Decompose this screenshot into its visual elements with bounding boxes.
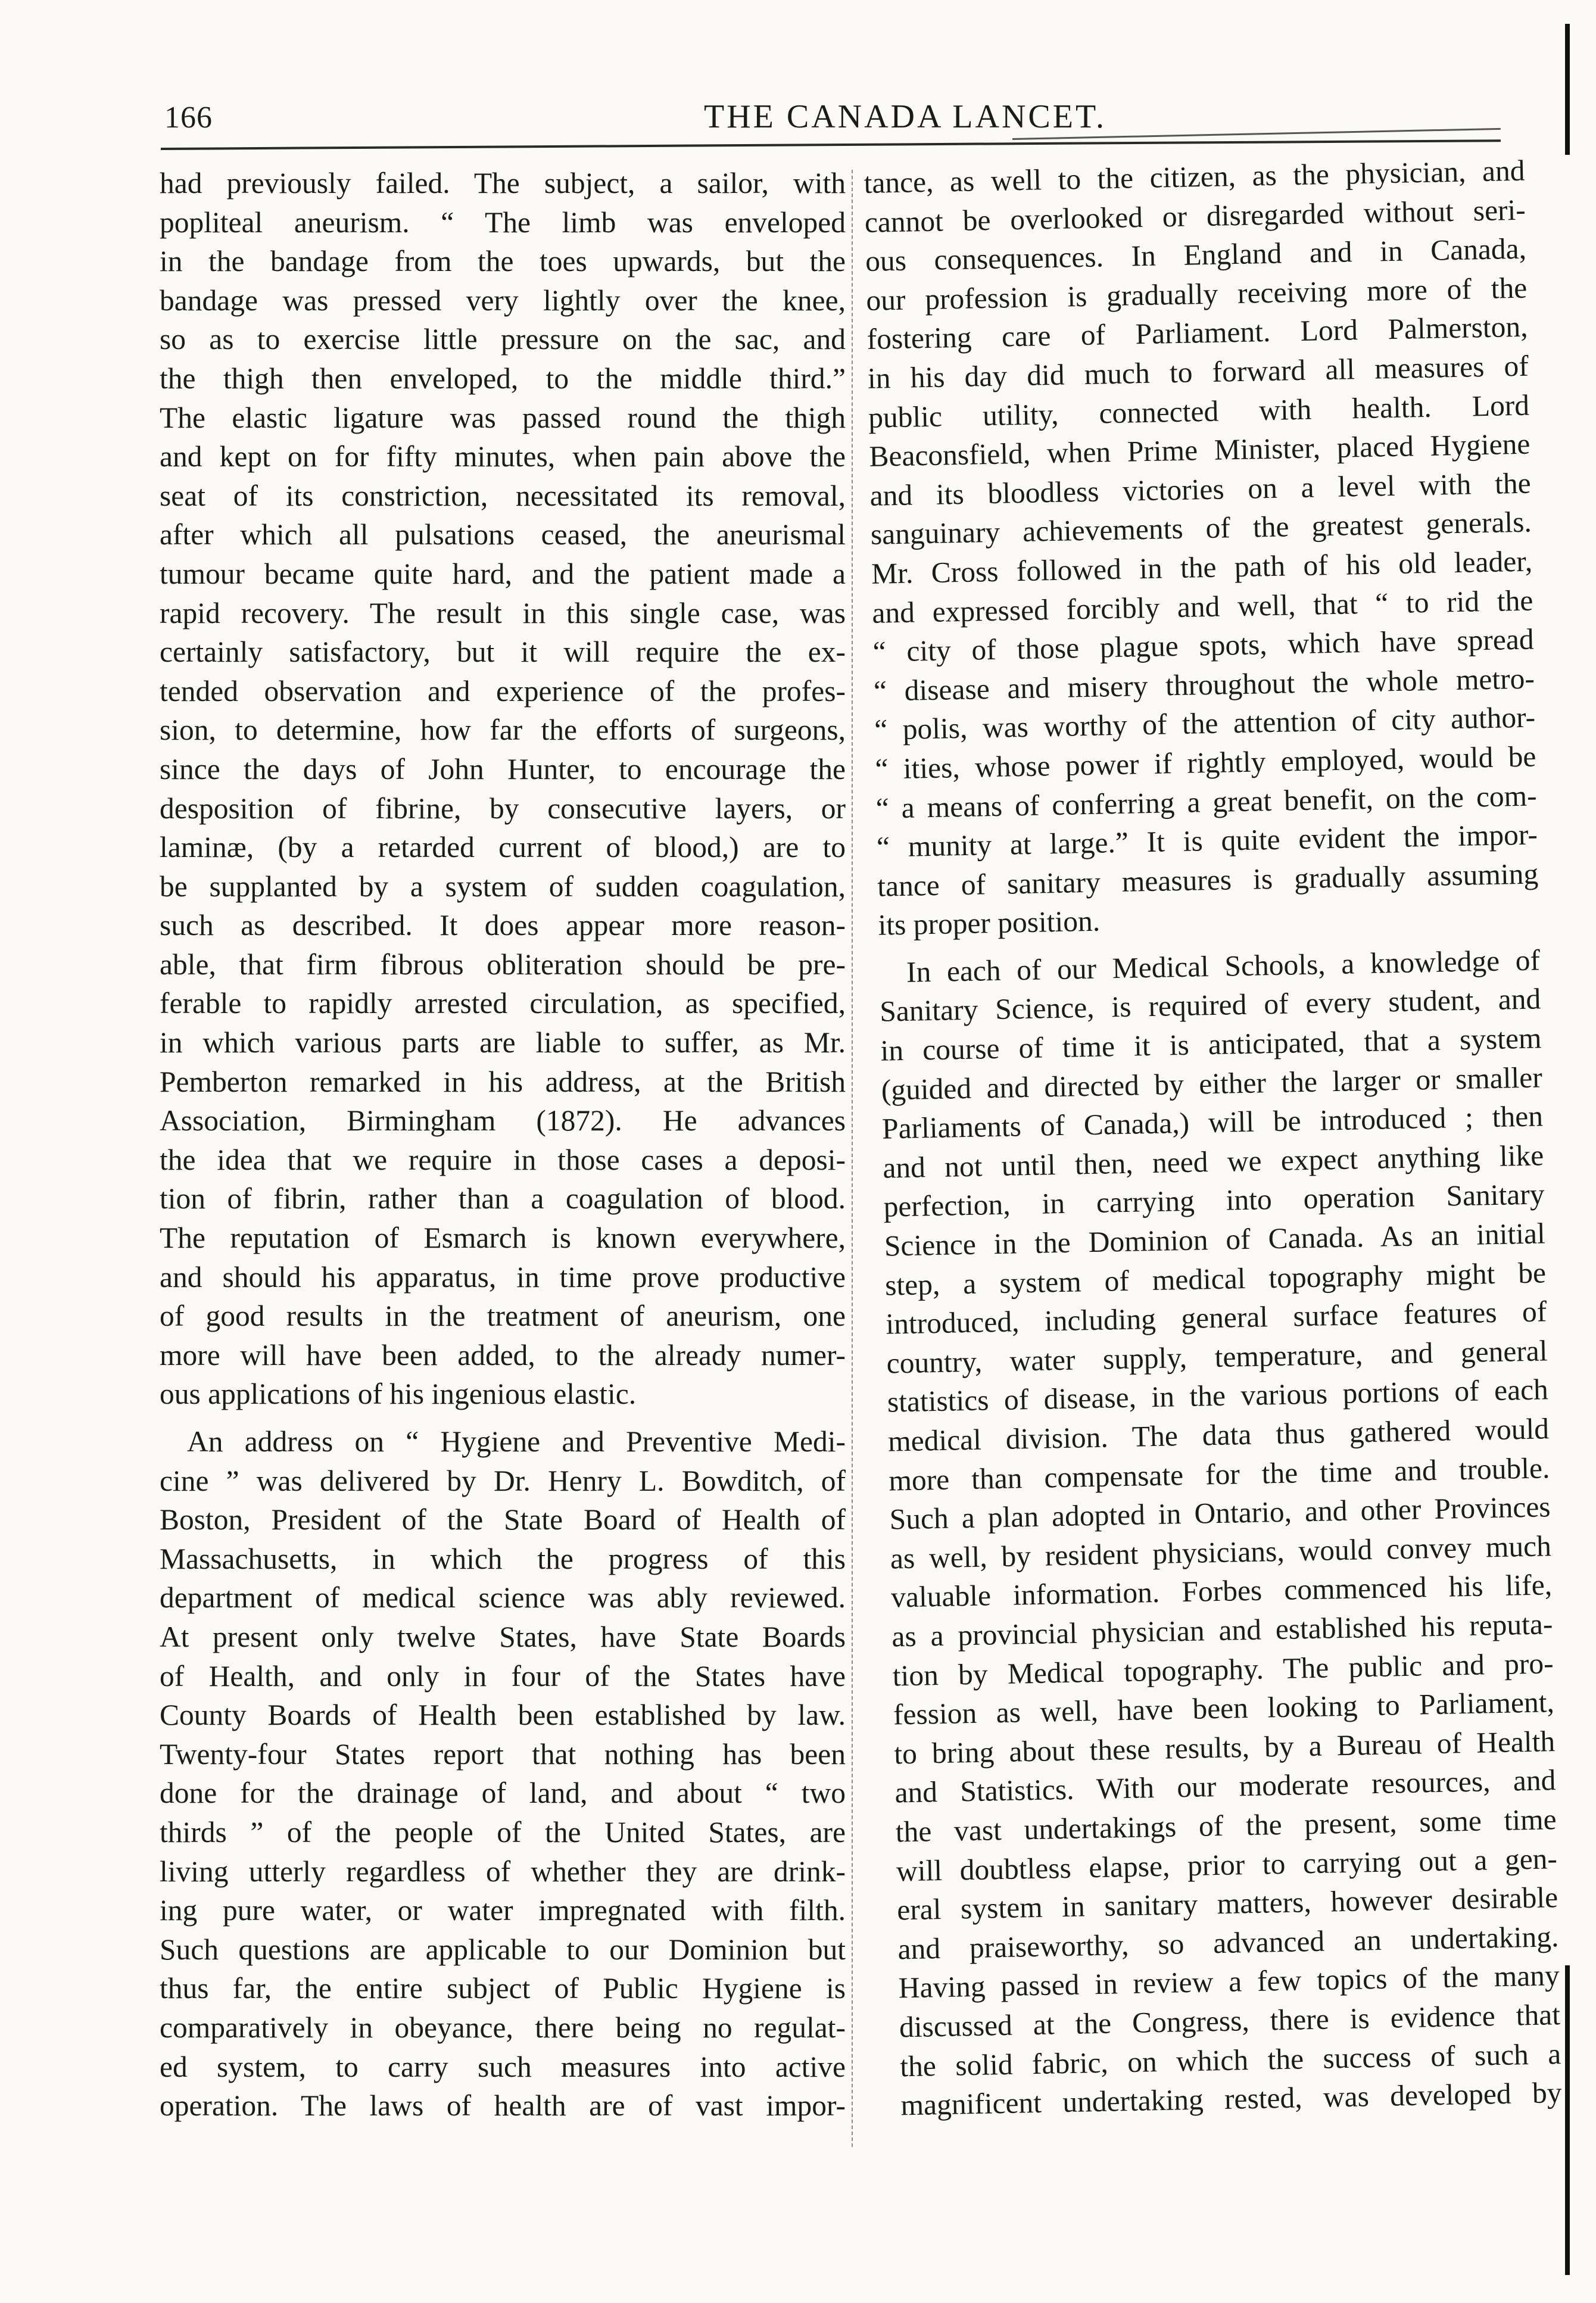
text-line: and praiseworthy, so advanced an undertaking. xyxy=(897,1919,1559,1966)
text-line: ferable to rapidly arrested circulation, as specified, xyxy=(160,987,846,1020)
text-line: magnificent undertaking rested, was developed by xyxy=(900,2076,1562,2122)
text-line: the thigh then enveloped, to the middle third.” xyxy=(160,362,846,395)
text-line: had previously failed. The subject, a sailor, with xyxy=(160,167,846,200)
text-line: certainly satisfactory, but it will require the ex- xyxy=(160,635,846,669)
text-line: the idea that we require in those cases a deposi- xyxy=(160,1143,846,1176)
text-line: ous applications of his ingenious elastic. xyxy=(160,1378,637,1411)
text-line: department of medical science was ably reviewed. xyxy=(160,1581,846,1615)
text-line: At present only twelve States, have State Boards xyxy=(160,1620,846,1653)
text-line: “ ities, whose power if rightly employed, would be xyxy=(874,740,1536,786)
text-line: fession as well, have been looking to Parliament, xyxy=(893,1685,1555,1731)
text-line: operation. The laws of health are of vast impor- xyxy=(160,2089,846,2123)
text-line: rapid recovery. The result in this single case, was xyxy=(160,596,846,629)
text-line: Association, Birmingham (1872). He advances xyxy=(160,1104,846,1138)
paragraph-gap xyxy=(160,1414,846,1422)
text-line: bandage was pressed very lightly over the knee, xyxy=(160,283,846,317)
text-line: popliteal aneurism. “ The limb was enveloped xyxy=(160,205,846,239)
text-line: “ city of those plague spots, which have spread xyxy=(872,622,1535,668)
text-line: medical division. The data thus gathered would xyxy=(887,1412,1550,1458)
text-line: its proper position. xyxy=(878,904,1101,942)
text-line: sion, to determine, how far the efforts of surgeons, xyxy=(160,713,846,747)
text-line: and its bloodless victories on a level with the xyxy=(869,466,1532,512)
text-line: Having passed in review a few topics of the many xyxy=(898,1959,1560,2005)
text-line: discussed at the Congress, there is evidence that xyxy=(899,1998,1561,2044)
text-line: “ munity at large.” It is quite evident the impor- xyxy=(876,818,1538,864)
page-number: 166 xyxy=(164,101,213,135)
text-line: Mr. Cross followed in the path of his old leader, xyxy=(871,544,1533,590)
text-line: Pemberton remarked in his address, at the British xyxy=(160,1065,846,1098)
text-line: Science in the Dominion of Canada. As an initial xyxy=(884,1217,1546,1263)
text-line: Twenty-four States report that nothing has been xyxy=(160,1737,846,1771)
text-line: country, water supply, temperature, and general xyxy=(886,1334,1548,1380)
text-line: tion by Medical topography. The public and pro- xyxy=(892,1646,1554,1693)
text-line: tumour became quite hard, and the patient made a xyxy=(160,557,846,590)
text-line: “ disease and misery throughout the whole metro- xyxy=(873,662,1535,708)
text-line: since the days of John Hunter, to encourage the xyxy=(160,752,846,786)
text-line: fostering care of Parliament. Lord Palmerston, xyxy=(866,310,1528,356)
text-line: Massachusetts, in which the progress of this xyxy=(160,1542,846,1575)
text-line: perfection, in carrying into operation Sanitary xyxy=(883,1177,1545,1224)
text-line: of good results in the treatment of aneurism, one xyxy=(160,1299,846,1333)
right-column xyxy=(864,151,1562,2125)
page-header xyxy=(161,89,1507,143)
text-line: introduced, including general surface features of xyxy=(885,1295,1547,1341)
text-line: Such questions are applicable to our Dominion but xyxy=(160,1933,846,1966)
text-line: In each of our Medical Schools, a knowledge of xyxy=(906,943,1541,989)
text-line: tance of sanitary measures is gradually assuming xyxy=(877,857,1539,903)
text-line: tance, as well to the citizen, as the physician, and xyxy=(864,154,1525,200)
text-line: ous consequences. In England and in Canada, xyxy=(865,232,1527,278)
text-line: able, that firm fibrous obliteration should be pre- xyxy=(160,948,846,981)
text-line: in the bandage from the toes upwards, but the xyxy=(160,245,846,278)
text-line: and expressed forcibly and well, that “ to rid the xyxy=(871,584,1533,629)
text-line: “ polis, was worthy of the attention of city author- xyxy=(874,700,1536,747)
text-line: public utility, connected with health. Lord xyxy=(868,388,1530,434)
text-line: sanguinary achievements of the greatest generals. xyxy=(870,505,1532,551)
text-line: (guided and directed by either the larger or smaller xyxy=(881,1061,1543,1107)
text-line: Beaconsfield, when Prime Minister, placed Hygiene xyxy=(868,427,1530,473)
text-line: County Boards of Health been established by law. xyxy=(160,1699,846,1732)
text-line: The reputation of Esmarch is known everywhere, xyxy=(160,1221,846,1255)
journal-title: THE CANADA LANCET. xyxy=(703,98,1107,135)
text-line: tended observation and experience of the profes- xyxy=(160,674,846,708)
text-line: and should his apparatus, in time prove productive xyxy=(160,1260,846,1294)
text-line: in which various parts are liable to suffer, as Mr. xyxy=(160,1026,846,1059)
left-column xyxy=(160,164,846,2126)
text-line: ed system, to carry such measures into active xyxy=(160,2050,846,2083)
text-line: valuable information. Forbes commenced his life, xyxy=(890,1568,1553,1614)
text-line: statistics of disease, in the various portions of each xyxy=(887,1373,1549,1419)
text-line: step, a system of medical topography might be xyxy=(884,1255,1547,1302)
text-line: Parliaments of Canada,) will be introduced ; then xyxy=(881,1099,1544,1145)
text-line: and Statistics. With our moderate resources, and xyxy=(894,1763,1556,1809)
text-line: An address on “ Hygiene and Preventive Medi- xyxy=(187,1425,846,1458)
text-line: thirds ” of the people of the United States, are xyxy=(160,1815,846,1849)
text-line: and not until then, need we expect anything like xyxy=(882,1139,1544,1185)
text-line: as a provincial physician and established his reputa- xyxy=(891,1607,1553,1653)
column-divider xyxy=(852,170,853,2147)
text-line: ing pure water, or water impregnated with filth. xyxy=(160,1894,846,1927)
text-line: “ a means of conferring a great benefit, on the com- xyxy=(875,778,1538,825)
binding-edge-mark xyxy=(1565,1965,1570,2275)
text-line: be supplanted by a system of sudden coagulation, xyxy=(160,870,846,903)
text-line: seat of its constriction, necessitated its removal, xyxy=(160,479,846,512)
text-line: eral system in sanitary matters, however desirable xyxy=(896,1881,1558,1927)
text-line: cine ” was delivered by Dr. Henry L. Bowditch, of xyxy=(160,1464,846,1497)
text-line: Sanitary Science, is required of every student, and xyxy=(879,982,1541,1029)
text-line: our profession is gradually receiving more of the xyxy=(865,271,1528,317)
text-line: done for the drainage of land, and about “ two xyxy=(160,1777,846,1810)
text-line: in his day did much to forward all measures of xyxy=(867,349,1529,395)
text-line: such as described. It does appear more reason- xyxy=(160,909,846,942)
text-line: so as to exercise little pressure on the sac, and xyxy=(160,323,846,356)
text-line: comparatively in obeyance, there being no regulat- xyxy=(160,2011,846,2044)
text-line: and kept on for fifty minutes, when pain above the xyxy=(160,440,846,473)
text-line: desposition of fibrine, by consecutive layers, or xyxy=(160,791,846,825)
text-line: tion of fibrin, rather than a coagulation of blood. xyxy=(160,1182,846,1216)
text-line: in course of time it is anticipated, that a system xyxy=(880,1021,1542,1067)
text-line: Such a plan adopted in Ontario, and other Provinces xyxy=(889,1490,1551,1536)
text-line: The elastic ligature was passed round the thigh xyxy=(160,401,846,434)
text-line: more will have been added, to the already numer- xyxy=(160,1338,846,1372)
text-line: as well, by resident physicians, would convey much xyxy=(890,1529,1552,1575)
text-line: the solid fabric, on which the success of such a xyxy=(899,2037,1561,2083)
text-line: living utterly regardless of whether they are drink- xyxy=(160,1855,846,1888)
text-line: the vast undertakings of the present, some time xyxy=(895,1803,1557,1849)
text-line: after which all pulsations ceased, the aneurismal xyxy=(160,518,846,551)
text-line: thus far, the entire subject of Public Hygiene is xyxy=(160,1972,846,2005)
text-line: laminæ, (by a retarded current of blood,) are to xyxy=(160,831,846,864)
text-line: of Health, and only in four of the States have xyxy=(160,1659,846,1693)
text-line: cannot be overlooked or disregarded without seri- xyxy=(864,193,1526,239)
text-line: to bring about these results, by a Bureau of Health xyxy=(893,1724,1556,1771)
text-line: Boston, President of the State Board of Health of xyxy=(160,1503,846,1537)
text-line: more than compensate for the time and trouble. xyxy=(888,1451,1550,1497)
text-line: will doubtless elapse, prior to carrying out a gen- xyxy=(896,1841,1558,1887)
binding-edge-mark xyxy=(1565,24,1570,155)
